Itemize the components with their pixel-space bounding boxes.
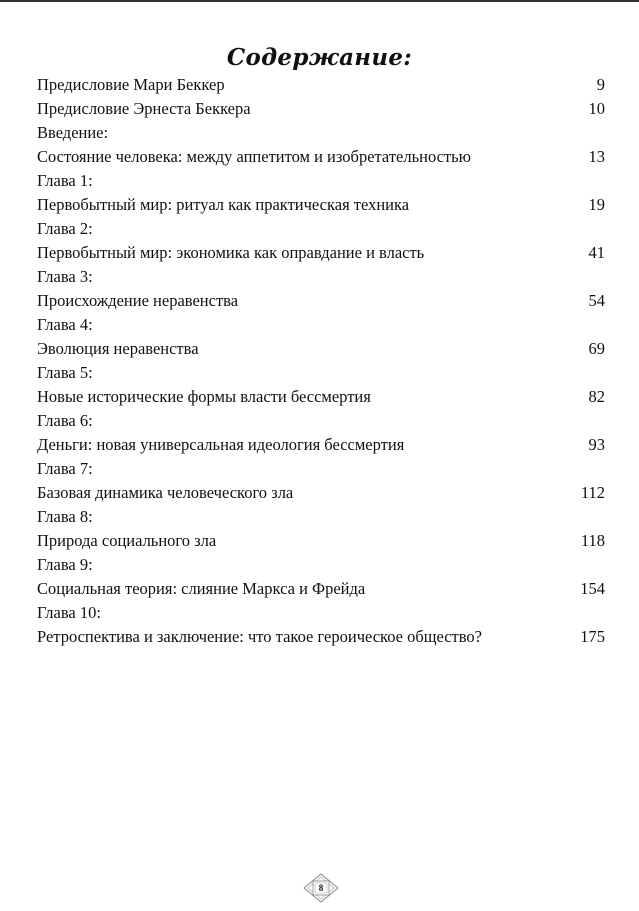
toc-entry-page: 69 <box>588 339 605 358</box>
toc-entry <box>37 481 605 505</box>
toc-entry-page: 54 <box>588 291 605 310</box>
toc-entry-title: Глава 9: <box>37 555 93 574</box>
toc-section-heading <box>37 457 605 481</box>
toc-entry-title: Предисловие Эрнеста Беккера <box>37 99 251 118</box>
toc-entry-title: Глава 3: <box>37 267 93 286</box>
toc-entry-title: Базовая динамика человеческого зла <box>37 483 294 502</box>
toc-entry <box>37 529 605 553</box>
toc-section-heading <box>37 313 605 337</box>
page-title: Содержание: <box>226 44 413 71</box>
toc-entry <box>37 145 605 169</box>
toc-entry-title: Глава 2: <box>37 219 93 238</box>
toc-entry-page: 10 <box>588 99 605 118</box>
toc-entry <box>37 337 605 361</box>
toc-entry-title: Глава 6: <box>37 411 93 430</box>
toc-entry <box>37 289 605 313</box>
toc-entry-title: Новые исторические формы власти бессмертия <box>37 387 371 406</box>
toc-entry-page: 13 <box>588 147 605 166</box>
toc-entry-page: 9 <box>596 75 605 94</box>
toc-entry <box>37 385 605 409</box>
toc-entry-title: Первобытный мир: ритуал как практическая техника <box>37 195 410 214</box>
page-footer <box>303 873 339 903</box>
toc-entry-title: Предисловие Мари Беккер <box>37 75 225 94</box>
toc-entry-title: Природа социального зла <box>37 531 217 550</box>
toc-entry-page: 93 <box>588 435 605 454</box>
toc-entry-page: 175 <box>580 627 605 646</box>
toc-entry <box>37 193 605 217</box>
toc-entry-title: Глава 1: <box>37 171 93 190</box>
page-number: 8 <box>318 883 324 893</box>
toc-entry-page: 118 <box>580 531 605 550</box>
toc-entry-title: Эволюция неравенства <box>37 339 199 358</box>
toc-entry-title: Глава 5: <box>37 363 93 382</box>
toc-section-heading <box>37 169 605 193</box>
toc-section-heading <box>37 265 605 289</box>
toc-entry-title: Введение: <box>37 123 109 142</box>
toc-entry <box>37 625 605 649</box>
toc-entry-page: 19 <box>588 195 605 214</box>
toc-entry-title: Состояние человека: между аппетитом и изобретательностью <box>37 147 472 166</box>
toc-entry <box>37 577 605 601</box>
toc-entry <box>37 241 605 265</box>
toc-entry <box>37 97 605 121</box>
top-border <box>0 0 639 2</box>
toc-section-heading <box>37 553 605 577</box>
toc-entry-title: Глава 7: <box>37 459 93 478</box>
toc-entry-title: Деньги: новая универсальная идеология бессмертия <box>37 435 405 454</box>
toc-entry-title: Ретроспектива и заключение: что такое героическое общество? <box>37 627 482 646</box>
toc-section-heading <box>37 409 605 433</box>
toc-section-heading <box>37 217 605 241</box>
toc-section-heading <box>37 361 605 385</box>
table-of-contents <box>37 73 605 649</box>
toc-entry-page: 41 <box>588 243 605 262</box>
toc-section-heading <box>37 121 605 145</box>
toc-entry-title: Происхождение неравенства <box>37 291 239 310</box>
toc-entry <box>37 73 605 97</box>
toc-entry-page: 112 <box>580 483 605 502</box>
toc-entry-title: Первобытный мир: экономика как оправдание и власть <box>37 243 425 262</box>
toc-entry <box>37 433 605 457</box>
toc-entry-title: Социальная теория: слияние Маркса и Фрейда <box>37 579 366 598</box>
toc-section-heading <box>37 601 605 625</box>
toc-section-heading <box>37 505 605 529</box>
toc-entry-page: 82 <box>588 387 605 406</box>
toc-entry-title: Глава 8: <box>37 507 93 526</box>
toc-entry-title: Глава 4: <box>37 315 93 334</box>
toc-entry-title: Глава 10: <box>37 603 101 622</box>
toc-entry-page: 154 <box>580 579 605 598</box>
